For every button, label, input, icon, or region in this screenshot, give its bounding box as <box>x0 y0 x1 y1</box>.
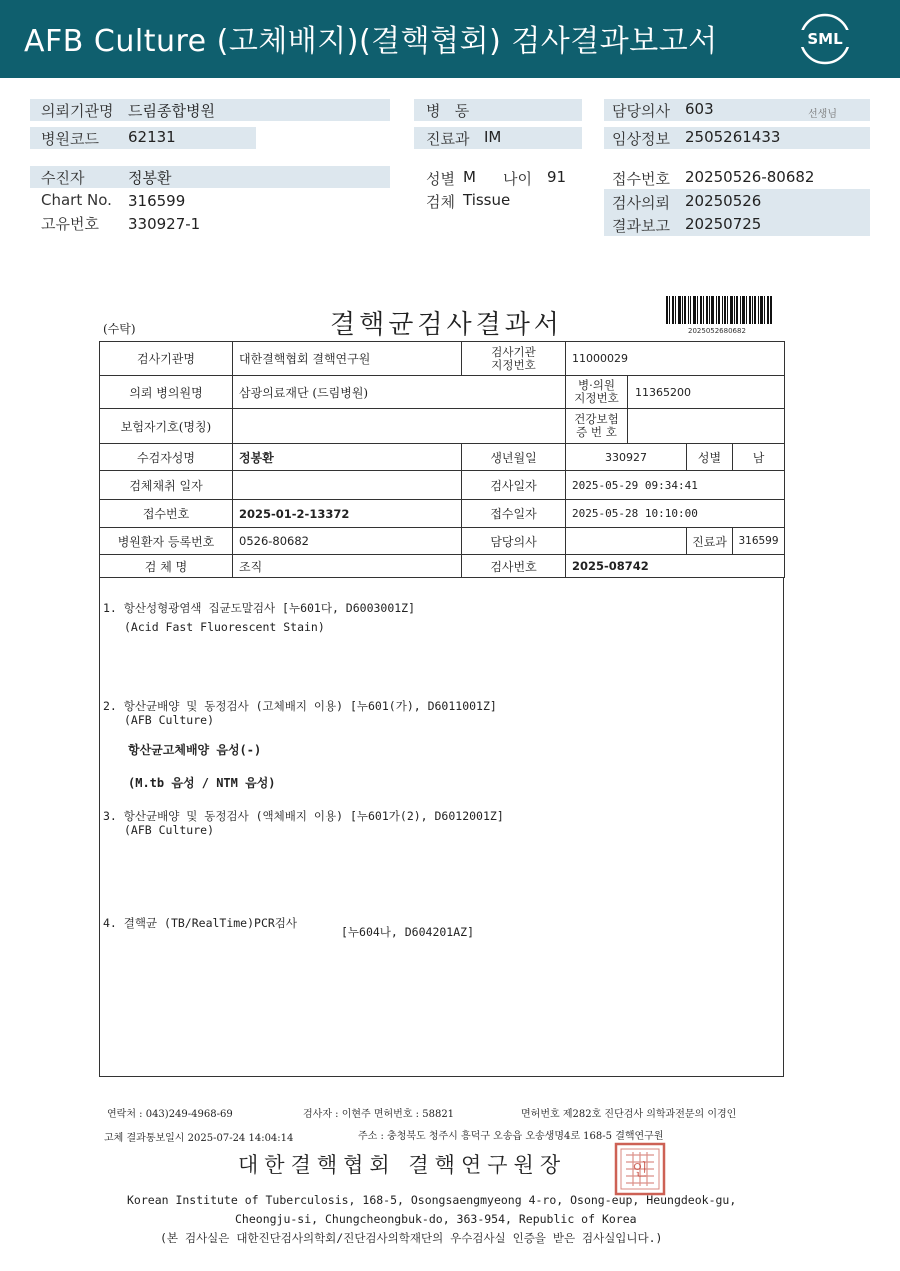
req-hosp-value: 삼광의료재단 (드림병원) <box>233 376 566 409</box>
test-no-label: 검사번호 <box>462 555 566 578</box>
ward-label: 병 동 <box>426 102 470 120</box>
sex-label: 성별 <box>426 170 455 188</box>
name-label: 수검자성명 <box>100 444 233 471</box>
item2-result1: 항산균고체배양 음성(-) <box>128 743 262 757</box>
footer-eng-2: Cheongju-si, Chungcheongbuk-do, 363-954, Republic of Korea <box>235 1212 637 1226</box>
item1-line1: 1. 항산성형광염색 집균도말검사 [누601다, D6003001Z] <box>103 601 416 615</box>
header-bar <box>0 0 900 78</box>
page-title: AFB Culture (고체배지)(결핵협회) 검사결과보고서 <box>24 24 718 59</box>
item4-line1: 4. 결핵균 (TB/RealTime)PCR검사 <box>103 916 298 930</box>
item1-line2: (Acid Fast Fluorescent Stain) <box>124 620 325 634</box>
report-value: 20250725 <box>685 215 762 233</box>
hosp-id-cell <box>566 376 785 409</box>
hospital-code-label: 병원코드 <box>41 130 99 148</box>
health-label <box>566 409 628 443</box>
test-no-value: 2025-08742 <box>566 555 785 578</box>
specimen-label: 검체 <box>426 193 455 211</box>
collect-value <box>233 471 462 500</box>
doctor-value: 603 <box>685 100 714 118</box>
test-date-label: 검사일자 <box>462 471 566 500</box>
report-label: 결과보고 <box>612 217 670 235</box>
patient-label: 수진자 <box>41 169 85 187</box>
request-value: 20250526 <box>685 192 762 210</box>
item3-line1: 3. 항산균배양 및 동정검사 (액체배지 이용) [누601가(2), D6012001Z] <box>103 809 504 823</box>
report-subtitle: (수탁) <box>103 322 136 336</box>
hosp-id-label <box>566 376 628 408</box>
official-seal-icon <box>614 1142 666 1196</box>
spec-value: 조직 <box>233 555 462 578</box>
rdept-value: 316599 <box>733 528 785 555</box>
chart-value: 316599 <box>128 192 186 210</box>
specimen-value: Tissue <box>463 191 511 209</box>
rsex-label: 성별 <box>687 444 733 471</box>
sml-logo <box>798 12 852 66</box>
report-title: 결핵균검사결과서 <box>330 310 563 340</box>
seal-text: 인 <box>632 1160 648 1179</box>
footer-contact: 연락처 : 043)249-4968-69 <box>107 1109 233 1120</box>
reg-label: 병원환자 등록번호 <box>100 528 233 555</box>
item2-result2: (M.tb 음성 / NTM 음성) <box>128 776 276 790</box>
clinical-value: 2505261433 <box>685 128 781 146</box>
item4-code: [누604나, D604201AZ] <box>341 925 474 939</box>
lab-value: 대한결핵협회 결핵연구원 <box>233 342 462 376</box>
lab-id-label <box>462 342 566 376</box>
recv-no-value: 2025-01-2-13372 <box>233 500 462 528</box>
footer-examiner: 검사자 : 이현주 면허번호 : 58821 <box>303 1109 455 1120</box>
age-label: 나이 <box>503 170 532 188</box>
rdoctor-label: 담당의사 <box>462 528 566 555</box>
spec-label: 검 체 명 <box>100 555 233 578</box>
birth-value: 330927 <box>566 444 687 471</box>
logo-text: SML <box>807 30 843 48</box>
unique-value: 330927-1 <box>128 215 201 233</box>
reception-label: 접수번호 <box>612 170 670 188</box>
lab-label: 검사기관명 <box>100 342 233 376</box>
rdept-label: 진료과 <box>687 528 733 555</box>
rdoctor-value <box>566 528 687 555</box>
footer-org: 대한결핵협회 결핵연구원장 <box>238 1153 567 1177</box>
birth-label: 생년월일 <box>462 444 566 471</box>
hosp-id-label-2: 지정번호 <box>574 391 619 405</box>
health-label-1: 건강보험 <box>574 412 619 426</box>
req-hosp-label: 의뢰 병의원명 <box>100 376 233 409</box>
dept-label: 진료과 <box>426 130 470 148</box>
chart-label: Chart No. <box>41 191 112 209</box>
hosp-id-label-1: 병·의원 <box>578 378 615 392</box>
item2-line2: (AFB Culture) <box>124 713 215 727</box>
dept-value: IM <box>484 128 502 146</box>
request-label: 검사의뢰 <box>612 194 670 212</box>
recv-no-label: 접수번호 <box>100 500 233 528</box>
name-value: 정봉환 <box>233 444 462 471</box>
barcode-number: 2025052680682 <box>688 327 746 335</box>
institution-value: 드림종합병원 <box>128 102 215 120</box>
sex-value: M <box>463 168 476 186</box>
item3-line2: (AFB Culture) <box>124 823 215 837</box>
doctor-suffix: 선생님 <box>808 109 837 120</box>
doctor-label: 담당의사 <box>612 102 670 120</box>
recv-date-label: 접수일자 <box>462 500 566 528</box>
clinical-label: 임상정보 <box>612 130 670 148</box>
footer-license: 면허번호 제282호 진단검사 의학과전문의 이경인 <box>521 1109 737 1120</box>
footer-cert: (본 검사실은 대한진단검사의학회/진단검사의학재단의 우수검사실 인증을 받은 검사실입니다.) <box>160 1231 663 1245</box>
lab-id-label-2: 지정번호 <box>491 357 536 372</box>
lab-id-label-1: 검사기관 <box>491 344 536 359</box>
reg-value: 0526-80682 <box>233 528 462 555</box>
footer-address: 주소 : 충청북도 청주시 흥덕구 오송읍 오송생명4로 168-5 결핵연구원 <box>358 1131 664 1142</box>
health-label-2: 증 번 호 <box>576 425 617 439</box>
item2-line1: 2. 항산균배양 및 동정검사 (고체배지 이용) [누601(가), D6011001Z] <box>103 699 497 713</box>
footer-eng-1: Korean Institute of Tuberculosis, 168-5, Osongsaengmyeong 4-ro, Osong-eup, Heungdeok-gu, <box>127 1193 737 1207</box>
hosp-id-value: 11365200 <box>635 385 691 399</box>
footer-notify: 고체 결과통보일시 2025-07-24 14:04:14 <box>104 1133 294 1144</box>
report-info-table <box>99 341 785 578</box>
test-date-value: 2025-05-29 09:34:41 <box>566 471 785 500</box>
barcode-icon <box>666 296 772 324</box>
unique-label: 고유번호 <box>41 215 99 233</box>
rsex-value: 남 <box>733 444 785 471</box>
collect-label: 검체채취 일자 <box>100 471 233 500</box>
recv-date-value: 2025-05-28 10:10:00 <box>566 500 785 528</box>
hospital-code-value: 62131 <box>128 128 176 146</box>
health-cell <box>566 409 785 444</box>
patient-value: 정봉환 <box>128 169 172 187</box>
insured-label: 보험자기호(명칭) <box>100 409 233 444</box>
reception-value: 20250526-80682 <box>685 168 815 186</box>
insured-value <box>233 409 566 444</box>
lab-id-value: 11000029 <box>566 342 785 376</box>
age-value: 91 <box>547 168 567 186</box>
institution-label: 의뢰기관명 <box>41 102 114 120</box>
